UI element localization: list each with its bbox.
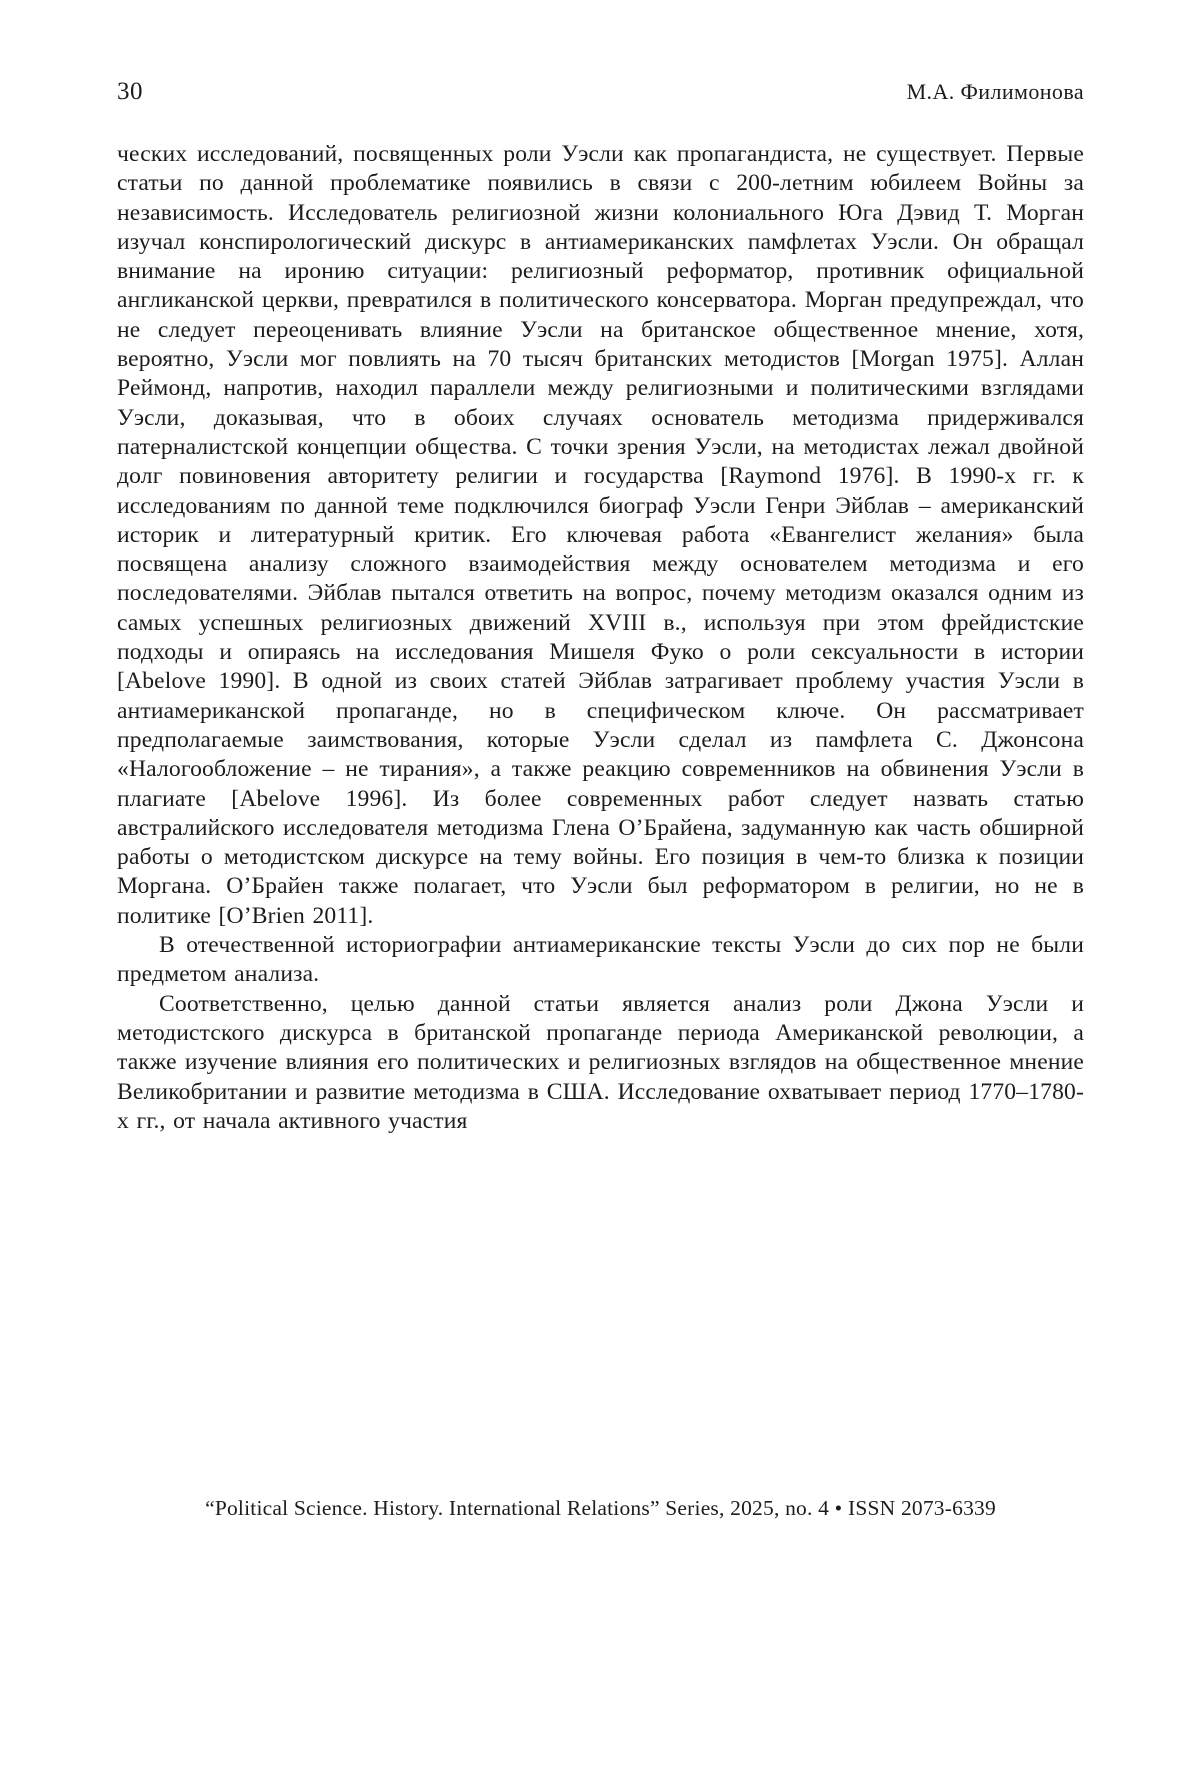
article-body xyxy=(117,140,1084,1136)
author-name: М.А. Филимонова xyxy=(906,79,1084,104)
body-paragraph: В отечественной историографии антиамериканские тексты Уэсли до сих пор не были предметом анализа. xyxy=(117,932,1084,988)
page-content xyxy=(117,78,1084,1136)
body-paragraph: Соответственно, целью данной статьи является анализ роли Джона Уэсли и методистского дискурса в британской пропаганде периода Американской революции, а также изучение влияния его политических и религиозных взглядов на общественное мнение Великобритании и развитие методизма в США. Исследование охватывает период 1770–1780-х гг., от начала активного участия xyxy=(117,990,1084,1134)
body-paragraph-continuation: ческих исследований, посвященных роли Уэсли как пропагандиста, не существует. Первые статьи по данной проблематике появились в связи с 200-летним юбилеем Войны за независимость. Исследователь религиозной жизни колониального Юга Дэвид Т. Морган изучал конспирологический дискурс в антиамериканских памфлетах Уэсли. Он обращал внимание на иронию ситуации: религиозный реформатор, противник официальной англиканской церкви, превратился в политического консерватора. Морган предупреждал, что не следует переоценивать влияние Уэсли на британское общественное мнение, хотя, вероятно, Уэсли мог повлиять на 70 тысяч британских методистов [Morgan 1975]. Аллан Реймонд, напротив, находил параллели между религиозными и политическими взглядами Уэсли, доказывая, что в обоих случаях основатель методизма придерживался патерналистской концепции общества. С точки зрения Уэсли, на методистах лежал двойной долг повиновения авторитету религии и государства [Raymond 1976]. В 1990-х гг. к исследованиям по данной теме подключился биограф Уэсли Генри Эйблав – американский историк и литературный критик. Его ключевая работа «Евангелист желания» была посвящена анализу сложного взаимодействия между основателем методизма и его последователями. Эйблав пытался ответить на вопрос, почему методизм оказался одним из самых успешных религиозных движений XVIII в., используя при этом фрейдистские подходы и опираясь на исследования Мишеля Фуко о роли сексуальности в истории [Abelove 1990]. В одной из своих статей Эйблав затрагивает проблему участия Уэсли в антиамериканской пропаганде, но в специфическом ключе. Он рассматривает предполагаемые заимствования, которые Уэсли сделал из памфлета С. Джонсона «Налогообложение – не тирания», а также реакцию современников на обвинения Уэсли в плагиате [Abelove 1996]. Из более современных работ следует назвать статью австралийского исследователя методизма Глена О’Брайена, задуманную как часть обширной работы о методистском дискурсе на тему войны. Его позиция в чем-то близка к позиции Моргана. О’Брайен также полагает, что Уэсли был реформатором в религии, но не в политике [O’Brien 2011]. xyxy=(117,141,1084,929)
running-head xyxy=(117,78,1084,106)
journal-footer: “Political Science. History. International Relations” Series, 2025, no. 4 • ISSN 2073-6339 xyxy=(205,1496,996,1520)
page-number: 30 xyxy=(117,78,143,105)
